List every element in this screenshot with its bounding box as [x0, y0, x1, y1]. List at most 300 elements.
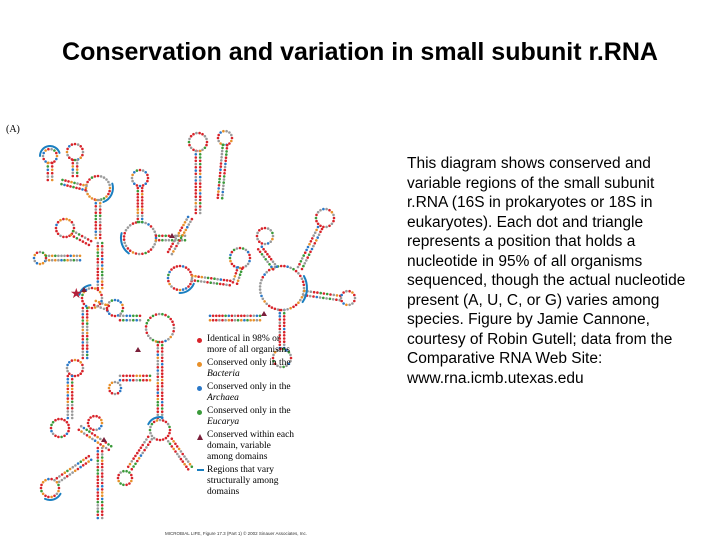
nucleotide-dot — [167, 440, 170, 443]
nucleotide-dot — [249, 319, 252, 322]
nucleotide-dot — [95, 237, 98, 240]
nucleotide-dot — [66, 148, 69, 151]
nucleotide-dot — [76, 168, 79, 171]
nucleotide-dot — [180, 237, 183, 240]
nucleotide-dot — [182, 265, 185, 268]
nucleotide-dot — [297, 266, 300, 269]
nucleotide-dot — [101, 466, 104, 469]
nucleotide-dot — [149, 375, 152, 378]
nucleotide-dot — [82, 326, 85, 329]
nucleotide-dot — [117, 474, 120, 477]
nucleotide-dot — [241, 267, 244, 270]
nucleotide-dot — [157, 404, 160, 407]
nucleotide-dot — [55, 152, 58, 155]
nucleotide-dot — [129, 379, 132, 382]
nucleotide-dot — [182, 288, 185, 291]
nucleotide-dot — [246, 315, 249, 318]
nucleotide-dot — [218, 184, 221, 187]
nucleotide-dot — [83, 432, 86, 435]
nucleotide-dot — [178, 232, 181, 235]
nucleotide-dot — [97, 514, 100, 517]
nucleotide-dot — [129, 375, 132, 378]
nucleotide-dot — [99, 205, 102, 208]
nucleotide-dot — [76, 162, 79, 165]
nucleotide-dot — [185, 266, 188, 269]
nucleotide-dot — [97, 456, 100, 459]
nucleotide-dot — [231, 251, 234, 254]
nucleotide-dot — [95, 211, 98, 214]
nucleotide-dot — [331, 211, 334, 214]
nucleotide-dot — [73, 255, 76, 258]
nucleotide-dot — [188, 144, 191, 147]
nucleotide-dot — [82, 357, 85, 360]
nucleotide-dot — [195, 132, 198, 135]
nucleotide-dot — [225, 150, 228, 153]
nucleotide-dot — [79, 239, 82, 242]
nucleotide-dot — [79, 361, 82, 364]
nucleotide-dot — [86, 338, 89, 341]
nucleotide-dot — [219, 172, 222, 175]
nucleotide-dot — [100, 294, 103, 297]
nucleotide-dot — [161, 360, 164, 363]
nucleotide-dot — [44, 479, 47, 482]
nucleotide-dot — [78, 429, 81, 432]
nucleotide-dot — [71, 407, 74, 410]
nucleotide-dot — [146, 332, 149, 335]
figure-credit: MICROBIAL LIFE, Figure 17.3 (Part 1) © 2002 Sinauer Associates, Inc. — [165, 531, 307, 536]
nucleotide-dot — [176, 445, 179, 448]
nucleotide-dot — [295, 304, 298, 307]
nucleotide-dot — [143, 449, 146, 452]
nucleotide-dot — [97, 475, 100, 478]
nucleotide-dot — [86, 332, 89, 335]
nucleotide-dot — [139, 319, 142, 322]
nucleotide-dot — [173, 327, 176, 330]
nucleotide-dot — [135, 252, 138, 255]
nucleotide-dot — [157, 414, 160, 417]
nucleotide-dot — [86, 193, 89, 196]
nucleotide-dot — [34, 260, 37, 263]
nucleotide-dot — [83, 427, 86, 430]
nucleotide-dot — [123, 242, 126, 245]
nucleotide-dot — [192, 149, 195, 152]
nucleotide-dot — [60, 183, 63, 186]
nucleotide-dot — [47, 165, 50, 168]
nucleotide-dot — [71, 384, 74, 387]
nucleotide-dot — [117, 477, 120, 480]
nucleotide-dot — [40, 487, 43, 490]
nucleotide-dot — [283, 328, 286, 331]
nucleotide-dot — [223, 172, 226, 175]
nucleotide-dot — [119, 315, 122, 318]
nucleotide-dot — [233, 278, 236, 281]
nucleotide-dot — [128, 482, 131, 485]
nucleotide-dot — [164, 340, 167, 343]
nucleotide-dot — [168, 248, 171, 251]
nucleotide-dot — [97, 267, 100, 270]
nucleotide-dot — [141, 193, 144, 196]
nucleotide-dot — [316, 291, 319, 294]
nucleotide-dot — [161, 401, 164, 404]
nucleotide-dot — [97, 289, 100, 292]
legend-item-domain — [197, 430, 297, 463]
nucleotide-dot — [111, 392, 114, 395]
nucleotide-dot — [139, 375, 142, 378]
nucleotide-dot — [82, 335, 85, 338]
nucleotide-dot — [97, 245, 100, 248]
nucleotide-dot — [237, 266, 240, 269]
nucleotide-dot — [101, 261, 104, 264]
nucleotide-dot — [132, 457, 135, 460]
nucleotide-dot — [101, 517, 104, 520]
nucleotide-dot — [63, 259, 66, 262]
nucleotide-dot — [82, 344, 85, 347]
nucleotide-dot — [51, 255, 54, 258]
nucleotide-dot — [204, 276, 207, 279]
nucleotide-dot — [234, 315, 237, 318]
nucleotide-dot — [178, 448, 181, 451]
nucleotide-dot — [77, 359, 80, 362]
nucleotide-dot — [87, 422, 90, 425]
nucleotide-dot — [67, 417, 70, 420]
nucleotide-dot — [197, 280, 200, 283]
nucleotide-dot — [176, 453, 179, 456]
nucleotide-dot — [50, 478, 53, 481]
nucleotide-dot — [220, 159, 223, 162]
nucleotide-dot — [259, 285, 262, 288]
nucleotide-dot — [101, 297, 104, 300]
nucleotide-dot — [96, 436, 99, 439]
nucleotide-dot — [56, 493, 59, 496]
nucleotide-dot — [82, 332, 85, 335]
legend-label-italic: Archaea — [207, 393, 239, 403]
nucleotide-dot — [42, 481, 45, 484]
nucleotide-dot — [65, 218, 68, 221]
nucleotide-dot — [264, 227, 267, 230]
nucleotide-dot — [95, 221, 98, 224]
nucleotide-dot — [217, 134, 220, 137]
nucleotide-dot — [186, 226, 189, 229]
nucleotide-dot — [66, 421, 69, 424]
nucleotide-dot — [218, 319, 221, 322]
nucleotide-dot — [234, 275, 237, 278]
nucleotide-dot — [55, 230, 58, 233]
nucleotide-dot — [145, 325, 148, 328]
nucleotide-dot — [72, 224, 75, 227]
nucleotide-dot — [171, 253, 174, 256]
nucleotide-dot — [199, 186, 202, 189]
nucleotide-dot — [283, 321, 286, 324]
nucleotide-dot — [247, 263, 250, 266]
nucleotide-dot — [299, 275, 302, 278]
nucleotide-dot — [88, 430, 91, 433]
nucleotide-dot — [335, 298, 338, 301]
nucleotide-dot — [340, 297, 343, 300]
nucleotide-dot — [42, 493, 45, 496]
nucleotide-dot — [57, 436, 60, 439]
nucleotide-dot — [172, 250, 175, 253]
nucleotide-dot — [157, 385, 160, 388]
nucleotide-dot — [100, 419, 103, 422]
legend-label-italic: Bacteria — [207, 369, 240, 379]
nucleotide-dot — [239, 273, 242, 276]
nucleotide-dot — [135, 375, 138, 378]
nucleotide-dot — [73, 227, 76, 230]
nucleotide-dot — [97, 491, 100, 494]
nucleotide-dot — [68, 156, 71, 159]
nucleotide-dot — [97, 251, 100, 254]
nucleotide-dot — [47, 172, 50, 175]
nucleotide-dot — [82, 351, 85, 354]
nucleotide-dot — [308, 253, 311, 256]
nucleotide-dot — [141, 215, 144, 218]
nucleotide-dot — [42, 262, 45, 265]
nucleotide-dot — [191, 465, 194, 468]
nucleotide-dot — [86, 313, 89, 316]
nucleotide-dot — [161, 357, 164, 360]
nucleotide-dot — [159, 439, 162, 442]
nucleotide-dot — [169, 443, 172, 446]
nucleotide-dot — [99, 218, 102, 221]
nucleotide-dot — [82, 240, 85, 243]
nucleotide-dot — [129, 319, 132, 322]
nucleotide-dot — [234, 319, 237, 322]
nucleotide-dot — [313, 291, 316, 294]
nucleotide-dot — [279, 318, 282, 321]
nucleotide-dot — [150, 225, 153, 228]
nucleotide-dot — [82, 347, 85, 350]
nucleotide-dot — [86, 326, 89, 329]
nucleotide-dot — [167, 435, 170, 438]
nucleotide-dot — [61, 179, 64, 182]
figure-label: (A) — [6, 124, 20, 135]
nucleotide-dot — [149, 441, 152, 444]
nucleotide-dot — [81, 235, 84, 238]
nucleotide-dot — [147, 334, 150, 337]
nucleotide-dot — [185, 218, 188, 221]
legend-item-variable — [197, 465, 297, 498]
nucleotide-dot — [256, 315, 259, 318]
nucleotide-dot — [68, 427, 71, 430]
nucleotide-dot — [70, 234, 73, 237]
nucleotide-dot — [295, 270, 298, 273]
nucleotide-dot — [101, 255, 104, 258]
nucleotide-dot — [95, 215, 98, 218]
slide-title: Conservation and variation in small subunit r.RNA — [62, 38, 658, 66]
nucleotide-dot — [224, 169, 227, 172]
nucleotide-dot — [279, 315, 282, 318]
nucleotide-dot — [86, 310, 89, 313]
nucleotide-dot — [108, 449, 111, 452]
nucleotide-dot — [312, 245, 315, 248]
nucleotide-dot — [82, 310, 85, 313]
nucleotide-dot — [76, 259, 79, 262]
nucleotide-dot — [97, 274, 100, 277]
nucleotide-dot — [137, 221, 140, 224]
nucleotide-dot — [151, 438, 154, 441]
nucleotide-dot — [161, 347, 164, 350]
nucleotide-dot — [283, 315, 286, 318]
nucleotide-dot — [101, 501, 104, 504]
nucleotide-dot — [58, 487, 61, 490]
nucleotide-dot — [97, 242, 100, 245]
nucleotide-dot — [82, 313, 85, 316]
nucleotide-dot — [146, 174, 149, 177]
nucleotide-dot — [279, 321, 282, 324]
nucleotide-dot — [201, 149, 204, 152]
nucleotide-dot — [86, 344, 89, 347]
nucleotide-dot — [316, 296, 319, 299]
nucleotide-dot — [86, 181, 89, 184]
nucleotide-dot — [105, 178, 108, 181]
nucleotide-dot — [168, 283, 171, 286]
nucleotide-dot — [161, 350, 164, 353]
nucleotide-dot — [86, 335, 89, 338]
nucleotide-dot — [240, 319, 243, 322]
description-text: This diagram shows conserved and variable regions of the small subunit r.RNA (16S in prokaryotes or 18S in eukaryotes). Each dot and triangle represents a position that holds a nucleotide in 95% of all organisms sequenced, though the actual nucleotide present (A, U, C, or G) varies among species. Figure by Jamie Cannone, courtesy of Robin Gutell; data from the Comparative RNA Web Site: www.rna.icmb.utexas.edu — [407, 155, 686, 387]
nucleotide-dot — [301, 257, 304, 260]
nucleotide-dot — [224, 319, 227, 322]
nucleotide-dot — [52, 433, 55, 436]
nucleotide-dot — [95, 199, 98, 202]
nucleotide-dot — [114, 381, 117, 384]
nucleotide-dot — [161, 407, 164, 410]
nucleotide-dot — [240, 315, 243, 318]
nucleotide-dot — [189, 221, 192, 224]
nucleotide-dot — [145, 328, 148, 331]
nucleotide-dot — [66, 151, 69, 154]
nucleotide-dot — [83, 303, 86, 306]
nucleotide-dot — [215, 319, 218, 322]
nucleotide-dot — [86, 329, 89, 332]
nucleotide-dot — [82, 184, 85, 187]
nucleotide-dot — [230, 140, 233, 143]
nucleotide-dot — [81, 370, 84, 373]
nucleotide-dot — [54, 435, 57, 438]
nucleotide-dot — [283, 318, 286, 321]
nucleotide-dot — [97, 277, 100, 280]
nucleotide-dot — [89, 427, 92, 430]
nucleotide-dot — [67, 375, 70, 378]
nucleotide-dot — [125, 379, 128, 382]
nucleotide-dot — [256, 238, 259, 241]
nucleotide-dot — [201, 133, 204, 136]
legend-label: Conserved only in the — [207, 406, 291, 416]
nucleotide-dot — [217, 190, 220, 193]
nucleotide-dot — [55, 158, 58, 161]
nucleotide-dot — [331, 223, 334, 226]
nucleotide-dot — [279, 328, 282, 331]
nucleotide-dot — [134, 463, 137, 466]
nucleotide-dot — [195, 189, 198, 192]
nucleotide-dot — [189, 283, 192, 286]
nucleotide-dot — [153, 437, 156, 440]
nucleotide-dot — [136, 169, 139, 172]
nucleotide-dot — [149, 429, 152, 432]
nucleotide-dot — [224, 166, 227, 169]
nucleotide-dot — [122, 484, 125, 487]
nucleotide-dot — [131, 174, 134, 177]
nucleotide-dot — [228, 142, 231, 145]
nucleotide-dot — [85, 457, 88, 460]
nucleotide-dot — [218, 181, 221, 184]
nucleotide-dot — [84, 189, 87, 192]
nucleotide-dot — [243, 315, 246, 318]
nucleotide-dot — [305, 259, 308, 262]
nucleotide-dot — [109, 187, 112, 190]
nucleotide-dot — [56, 481, 59, 484]
nucleotide-dot — [132, 375, 135, 378]
nucleotide-dot — [108, 305, 111, 308]
triangle-icon — [197, 434, 203, 440]
nucleotide-dot — [67, 180, 70, 183]
nucleotide-dot — [72, 168, 75, 171]
nucleotide-dot — [66, 184, 69, 187]
nucleotide-dot — [82, 459, 85, 462]
nucleotide-dot — [66, 259, 69, 262]
nucleotide-dot — [95, 205, 98, 208]
nucleotide-dot — [81, 148, 84, 151]
nucleotide-dot — [195, 179, 198, 182]
nucleotide-dot — [123, 235, 126, 238]
nucleotide-dot — [299, 299, 302, 302]
nucleotide-dot — [245, 249, 248, 252]
nucleotide-dot — [66, 370, 69, 373]
nucleotide-dot — [71, 404, 74, 407]
nucleotide-dot — [127, 466, 130, 469]
nucleotide-dot — [107, 181, 110, 184]
nucleotide-dot — [229, 254, 232, 257]
nucleotide-dot — [353, 300, 356, 303]
nucleotide-dot — [56, 477, 59, 480]
nucleotide-dot — [258, 229, 261, 232]
nucleotide-dot — [71, 391, 74, 394]
nucleotide-dot — [101, 248, 104, 251]
nucleotide-dot — [135, 319, 138, 322]
nucleotide-dot — [68, 372, 71, 375]
nucleotide-dot — [172, 324, 175, 327]
nucleotide-dot — [220, 162, 223, 165]
nucleotide-dot — [239, 247, 242, 250]
nucleotide-dot — [157, 388, 160, 391]
nucleotide-dot — [120, 387, 123, 390]
nucleotide-dot — [71, 410, 74, 413]
nucleotide-dot — [106, 309, 109, 312]
nucleotide-dot — [131, 177, 134, 180]
nucleotide-dot — [92, 415, 95, 418]
nucleotide-dot — [231, 315, 234, 318]
nucleotide-dot — [225, 130, 228, 133]
nucleotide-dot — [283, 265, 286, 268]
nucleotide-dot — [99, 199, 102, 202]
nucleotide-dot — [259, 288, 262, 291]
nucleotide-dot — [315, 217, 318, 220]
nucleotide-dot — [199, 202, 202, 205]
nucleotide-dot — [71, 381, 74, 384]
nucleotide-dot — [199, 199, 202, 202]
nucleotide-dot — [221, 153, 224, 156]
nucleotide-dot — [69, 259, 72, 262]
nucleotide-dot — [243, 319, 246, 322]
nucleotide-dot — [97, 469, 100, 472]
nucleotide-dot — [51, 259, 54, 262]
nucleotide-dot — [219, 168, 222, 171]
nucleotide-dot — [71, 359, 74, 362]
nucleotide-dot — [315, 229, 318, 232]
nucleotide-dot — [127, 226, 130, 229]
legend-item-bacteria — [197, 358, 297, 380]
nucleotide-dot — [319, 296, 322, 299]
